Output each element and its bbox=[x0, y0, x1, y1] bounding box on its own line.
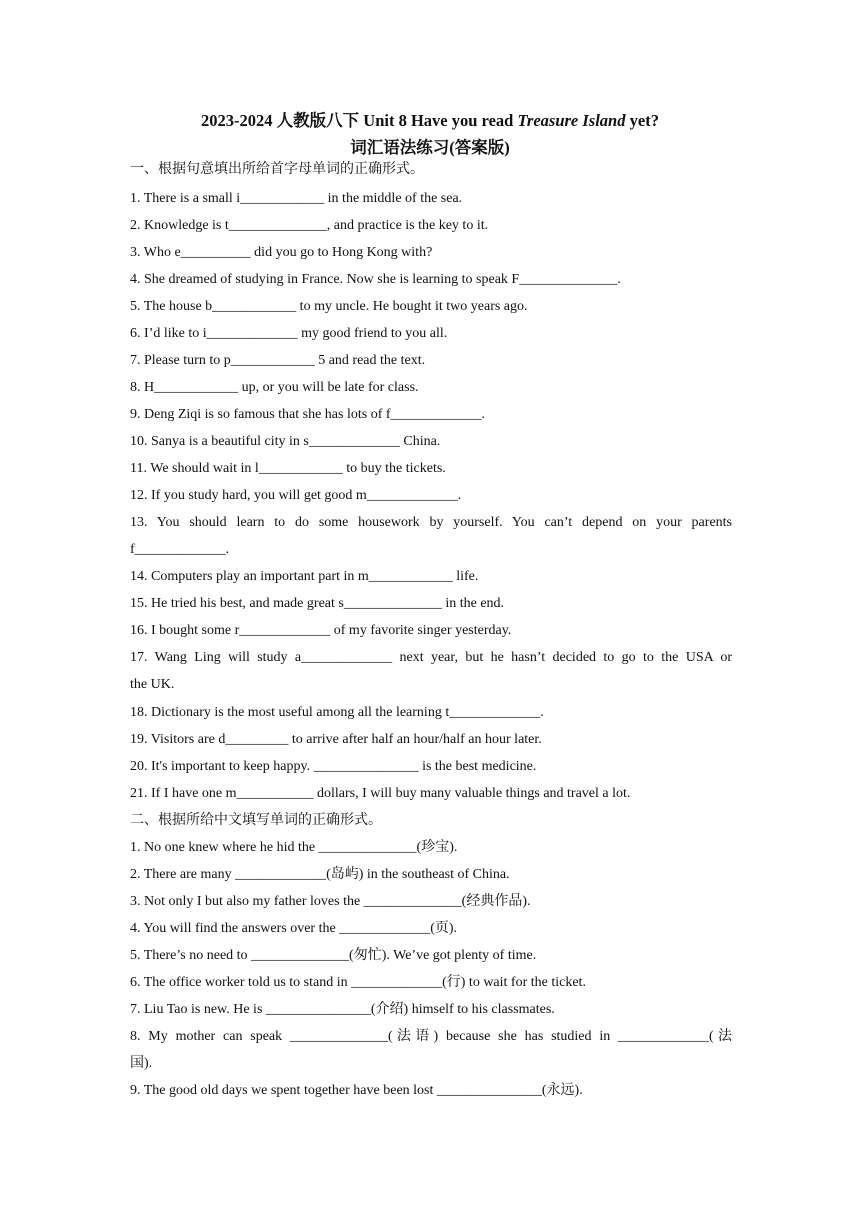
list-item: 4. She dreamed of studying in France. Now she is learning to speak F______________. bbox=[130, 272, 621, 287]
list-item: 19. Visitors are d_________ to arrive after half an hour/half an hour later. bbox=[130, 732, 542, 747]
list-item: 7. Liu Tao is new. He is _______________(介绍) himself to his classmates. bbox=[130, 1002, 555, 1017]
list-item: 6. The office worker told us to stand in _____________(行) to wait for the ticket. bbox=[130, 975, 586, 990]
list-item: 13. You should learn to do some housework by yourself. You can’t depend on your parents bbox=[130, 515, 732, 530]
list-item: 9. Deng Ziqi is so famous that she has lots of f_____________. bbox=[130, 407, 486, 422]
list-item: 6. I’d like to i_____________ my good friend to you all. bbox=[130, 326, 448, 341]
list-item: 5. The house b____________ to my uncle. He bought it two years ago. bbox=[130, 299, 528, 314]
list-item: 9. The good old days we spent together have been lost _______________(永远). bbox=[130, 1083, 583, 1098]
list-item: 2. There are many _____________(岛屿) in the southeast of China. bbox=[130, 867, 510, 882]
title-text: 2023-2024 人教版八下 Unit 8 Have you read bbox=[201, 111, 518, 130]
list-item: 18. Dictionary is the most useful among all the learning t_____________. bbox=[130, 705, 544, 720]
list-item: 16. I bought some r_____________ of my favorite singer yesterday. bbox=[130, 623, 512, 638]
list-item: 8. My mother can speak ______________(法语) because she has studied in _____________(法 bbox=[130, 1029, 732, 1044]
list-item: 15. He tried his best, and made great s______________ in the end. bbox=[130, 596, 505, 611]
list-item: 5. There’s no need to ______________(匆忙). We’ve got plenty of time. bbox=[130, 948, 537, 963]
list-item: 7. Please turn to p____________ 5 and read the text. bbox=[130, 353, 426, 368]
worksheet-title bbox=[0, 107, 860, 131]
worksheet-subtitle: 词汇语法练习(答案版) bbox=[350, 138, 510, 157]
list-item-continuation: 国). bbox=[130, 1056, 153, 1071]
list-item: 17. Wang Ling will study a_____________ next year, but he hasn’t decided to go to the USA or bbox=[130, 650, 732, 665]
list-item: 4. You will find the answers over the _____________(页). bbox=[130, 921, 458, 936]
list-item: 21. If I have one m___________ dollars, I will buy many valuable things and travel a lot. bbox=[130, 786, 631, 801]
list-item: 1. No one knew where he hid the ______________(珍宝). bbox=[130, 840, 458, 855]
list-item: 1. There is a small i____________ in the middle of the sea. bbox=[130, 191, 463, 206]
list-item-continuation: the UK. bbox=[130, 677, 175, 692]
list-item: 12. If you study hard, you will get good m_____________. bbox=[130, 488, 462, 503]
title-text-end: yet? bbox=[625, 111, 659, 130]
list-item: 3. Who e__________ did you go to Hong Kong with? bbox=[130, 245, 433, 260]
list-item: 10. Sanya is a beautiful city in s_____________ China. bbox=[130, 434, 441, 449]
section-2-heading: 二、根据所给中文填写单词的正确形式。 bbox=[130, 813, 382, 828]
list-item: 14. Computers play an important part in m____________ life. bbox=[130, 569, 479, 584]
section-1-heading: 一、根据句意填出所给首字母单词的正确形式。 bbox=[130, 162, 424, 177]
title-book-name: Treasure Island bbox=[517, 111, 626, 130]
list-item-continuation: f_____________. bbox=[130, 542, 230, 557]
list-item: 11. We should wait in l____________ to buy the tickets. bbox=[130, 461, 446, 476]
list-item: 3. Not only I but also my father loves the ______________(经典作品). bbox=[130, 894, 531, 909]
list-item: 8. H____________ up, or you will be late for class. bbox=[130, 380, 419, 395]
list-item: 20. It's important to keep happy. _______________ is the best medicine. bbox=[130, 759, 537, 774]
list-item: 2. Knowledge is t______________, and practice is the key to it. bbox=[130, 218, 489, 233]
